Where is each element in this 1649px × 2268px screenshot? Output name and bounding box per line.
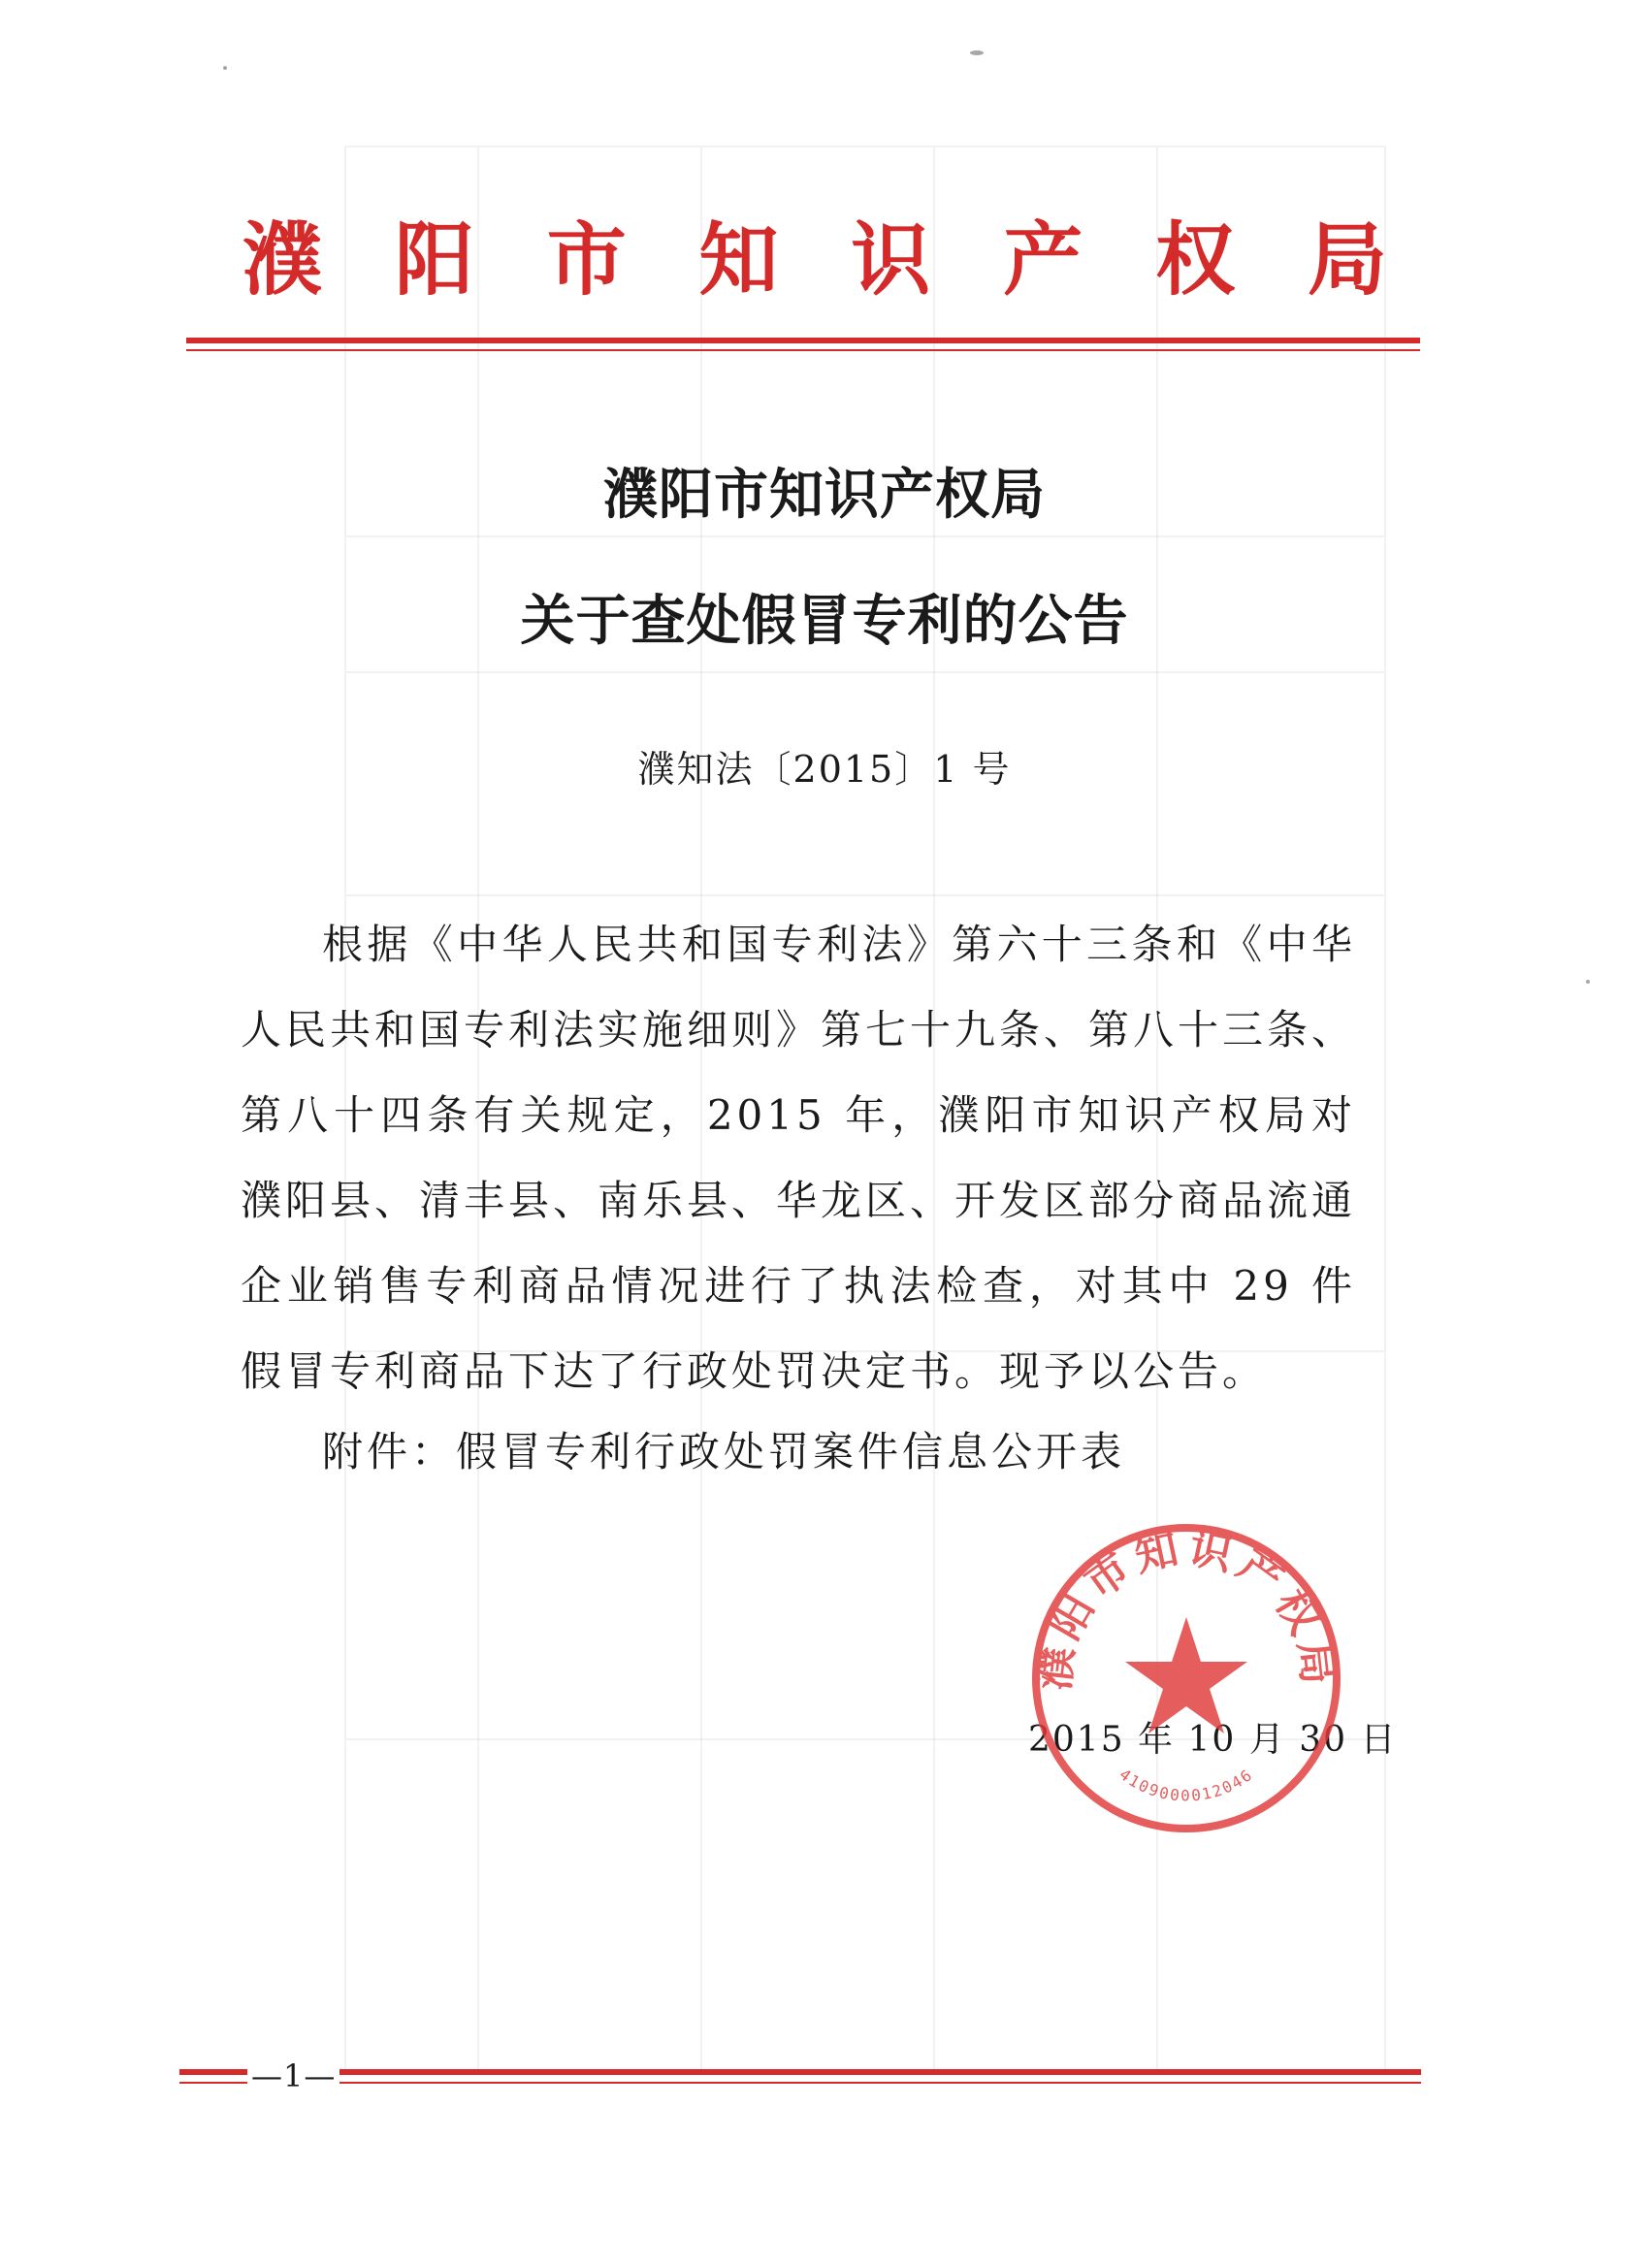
title-line-1: 濮阳市知识产权局	[603, 463, 1046, 527]
masthead-char: 市	[546, 213, 627, 307]
header-rule-thin	[186, 349, 1420, 351]
title-line-2: 关于查处假冒专利的公告	[520, 589, 1129, 653]
scan-speck	[1586, 980, 1590, 984]
masthead-char: 濮	[242, 213, 323, 307]
seal-text: 濮阳市知识产权局	[1029, 1523, 1343, 1693]
masthead-char: 知	[698, 213, 779, 307]
footer-rule-thick	[179, 2069, 1421, 2075]
scan-speck	[970, 50, 984, 55]
masthead-char: 识	[851, 213, 931, 307]
issue-date: 2015 年 10 月 30 日	[1028, 1720, 1398, 1760]
page-number: —1—	[247, 2057, 340, 2095]
masthead-char: 产	[1003, 213, 1083, 307]
masthead-char: 阳	[394, 213, 474, 307]
svg-text:4109000012046	[1116, 1765, 1257, 1804]
document-number: 濮知法〔2015〕1 号	[637, 748, 1012, 791]
masthead-char: 权	[1155, 213, 1236, 307]
body-text	[241, 902, 1356, 1414]
seal-code: 4109000012046	[1116, 1765, 1257, 1805]
scan-speck	[223, 66, 227, 70]
masthead	[242, 211, 1387, 308]
header-rule-thick	[186, 338, 1420, 343]
attachment-line: 附件：假冒专利行政处罚案件信息公开表	[322, 1428, 1126, 1475]
body-paragraph: 根据《中华人民共和国专利法》第六十三条和《中华人民共和国专利法实施细则》第七十九条、第八十三条、第八十四条有关规定，2015 年，濮阳市知识产权局对濮阳县、清丰县、南乐县、华龙区、开发区部分商品流通企业销售专利商品情况进行了执法检查，对其中 29 件假冒专利商品下达了行政处罚决定书。现予以公告。	[241, 921, 1357, 1395]
footer-rule-thin	[179, 2082, 1421, 2084]
star-icon	[1125, 1617, 1247, 1733]
masthead-char: 局	[1307, 213, 1387, 307]
official-seal	[1026, 1518, 1346, 1838]
